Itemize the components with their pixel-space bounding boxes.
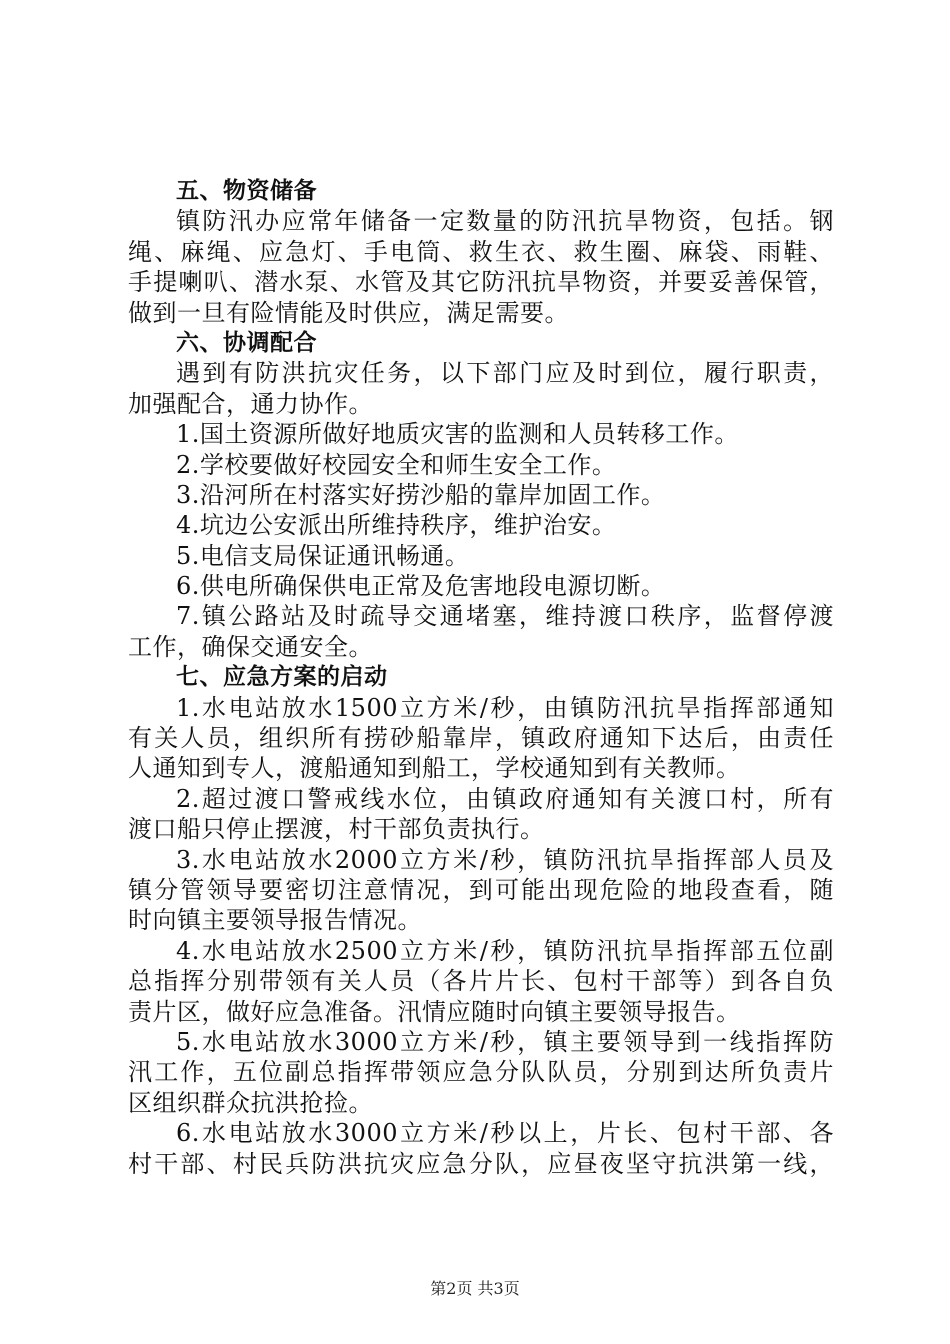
- paragraph-line: 5.水电站放水3000立方米/秒，镇主要领导到一线指挥防: [176, 1027, 834, 1056]
- list-item: 6.供电所确保供电正常及危害地段电源切断。: [176, 572, 666, 601]
- paragraph-line: 1.水电站放水1500立方米/秒，由镇防汛抗旱指挥部通知: [176, 693, 834, 722]
- list-item: 1.国土资源所做好地质灾害的监测和人员转移工作。: [176, 420, 739, 449]
- paragraph-line: 总指挥分别带领有关人员（各片片长、包村干部等）到各自负: [128, 967, 834, 996]
- paragraph-line: 手提喇叭、潜水泵、水管及其它防汛抗旱物资，并要妥善保管，: [128, 268, 834, 297]
- paragraph-line: 绳、麻绳、应急灯、手电筒、救生衣、救生圈、麻袋、雨鞋、: [128, 237, 834, 266]
- paragraph-line: 镇分管领导要密切注意情况，到可能出现危险的地段查看，随: [128, 875, 834, 904]
- paragraph-line: 时向镇主要领导报告情况。: [128, 906, 422, 935]
- paragraph-line: 工作，确保交通安全。: [128, 632, 373, 661]
- paragraph-line: 2.超过渡口警戒线水位，由镇政府通知有关渡口村，所有: [176, 784, 834, 813]
- paragraph-line: 镇防汛办应常年储备一定数量的防汛抗旱物资，包括。钢: [176, 207, 834, 236]
- paragraph-line: 4.水电站放水2500立方米/秒，镇防汛抗旱指挥部五位副: [176, 936, 834, 965]
- document-body: [128, 176, 834, 1179]
- paragraph-line: 区组织群众抗洪抢捡。: [128, 1088, 373, 1117]
- list-item: 4.坑边公安派出所维持秩序，维护治安。: [176, 511, 617, 540]
- list-item: 2.学校要做好校园安全和师生安全工作。: [176, 450, 617, 479]
- page-footer: 第2页 共3页: [430, 1279, 520, 1298]
- list-item: 3.沿河所在村落实好捞沙船的靠岸加固工作。: [176, 480, 666, 509]
- paragraph-line: 遇到有防洪抗灾任务，以下部门应及时到位，履行职责，: [176, 359, 834, 388]
- paragraph-line: 有关人员，组织所有捞砂船靠岸，镇政府通知下达后，由责任: [128, 724, 834, 753]
- paragraph-line: 做到一旦有险情能及时供应，满足需要。: [128, 298, 569, 327]
- paragraph-line: 人通知到专人，渡船通知到船工，学校通知到有关教师。: [128, 754, 741, 783]
- paragraph-line: 村干部、村民兵防洪抗灾应急分队，应昼夜坚守抗洪第一线，: [128, 1149, 834, 1178]
- paragraph-line: 6.水电站放水3000立方米/秒以上，片长、包村干部、各: [176, 1119, 834, 1148]
- section-heading: 五、物资储备: [176, 178, 317, 204]
- paragraph-line: 渡口船只停止摆渡，村干部负责执行。: [128, 815, 545, 844]
- paragraph-line: 加强配合，通力协作。: [128, 389, 373, 418]
- paragraph-line: 汛工作，五位副总指挥带领应急分队队员，分别到达所负责片: [128, 1058, 834, 1087]
- section-heading: 七、应急方案的启动: [176, 664, 388, 691]
- paragraph-line: 3.水电站放水2000立方米/秒，镇防汛抗旱指挥部人员及: [176, 845, 834, 874]
- list-item: 5.电信支局保证通讯畅通。: [176, 541, 470, 570]
- paragraph-line: 7.镇公路站及时疏导交通堵塞，维持渡口秩序，监督停渡: [176, 602, 834, 631]
- section-heading: 六、协调配合: [176, 329, 317, 356]
- paragraph-line: 责片区，做好应急准备。汛情应随时向镇主要领导报告。: [128, 997, 741, 1026]
